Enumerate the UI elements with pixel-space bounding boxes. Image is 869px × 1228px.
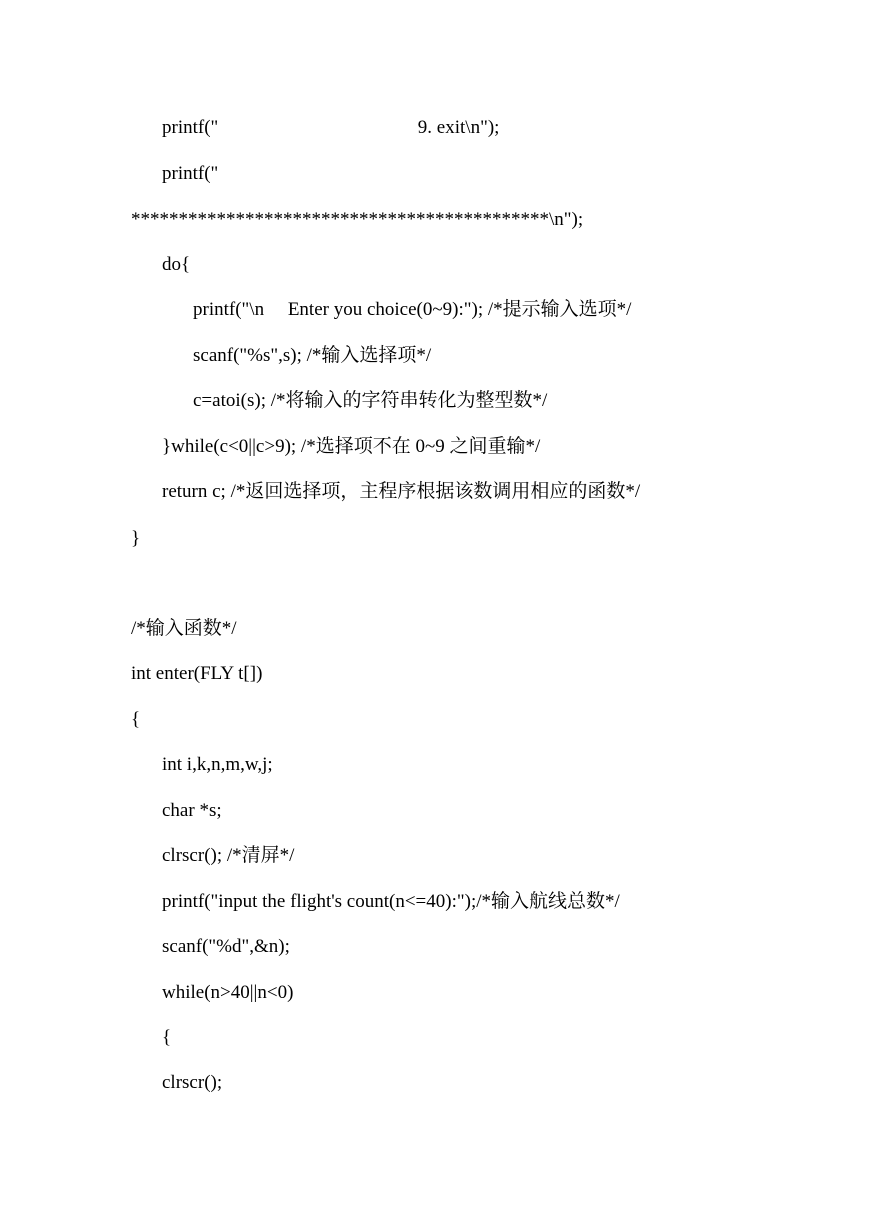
code-line-open-brace: { — [131, 709, 141, 730]
code-line-comment-enter: /*输入函数*/ — [131, 618, 237, 639]
code-line-scanf-s: scanf("%s",s); /*输入选择项*/ — [193, 345, 432, 366]
code-line-int-decl: int i,k,n,m,w,j; — [162, 754, 273, 775]
code-line-while-n: while(n>40||n<0) — [162, 982, 294, 1003]
code-line-return: return c; /*返回选择项，主程序根据该数调用相应的函数*/ — [162, 481, 641, 502]
code-line-scanf-d: scanf("%d",&n); — [162, 936, 290, 957]
code-line-asterisks: ********************************************\n"); — [131, 209, 584, 230]
code-line-printf-exit: printf(" 9. exit\n"); — [162, 117, 500, 138]
code-line-printf-choice: printf("\n Enter you choice(0~9):"); /*提示输入选项*/ — [193, 299, 632, 320]
code-line-printf-count: printf("input the flight's count(n<=40):");/*输入航线总数*/ — [162, 891, 620, 912]
code-line-printf-open: printf(" — [162, 163, 219, 184]
code-line-atoi: c=atoi(s); /*将输入的字符串转化为整型数*/ — [193, 390, 548, 411]
code-line-inner-open-brace: { — [162, 1027, 172, 1048]
code-line-clrscr-1: clrscr(); /*清屏*/ — [162, 845, 295, 866]
code-line-char-decl: char *s; — [162, 800, 222, 821]
code-line-do: do{ — [162, 254, 191, 275]
code-line-clrscr-2: clrscr(); — [162, 1072, 223, 1093]
code-line-while-choice: }while(c<0||c>9); /*选择项不在 0~9 之间重输*/ — [162, 436, 541, 457]
code-line-enter-signature: int enter(FLY t[]) — [131, 663, 263, 684]
code-line-close-brace: } — [131, 528, 141, 549]
